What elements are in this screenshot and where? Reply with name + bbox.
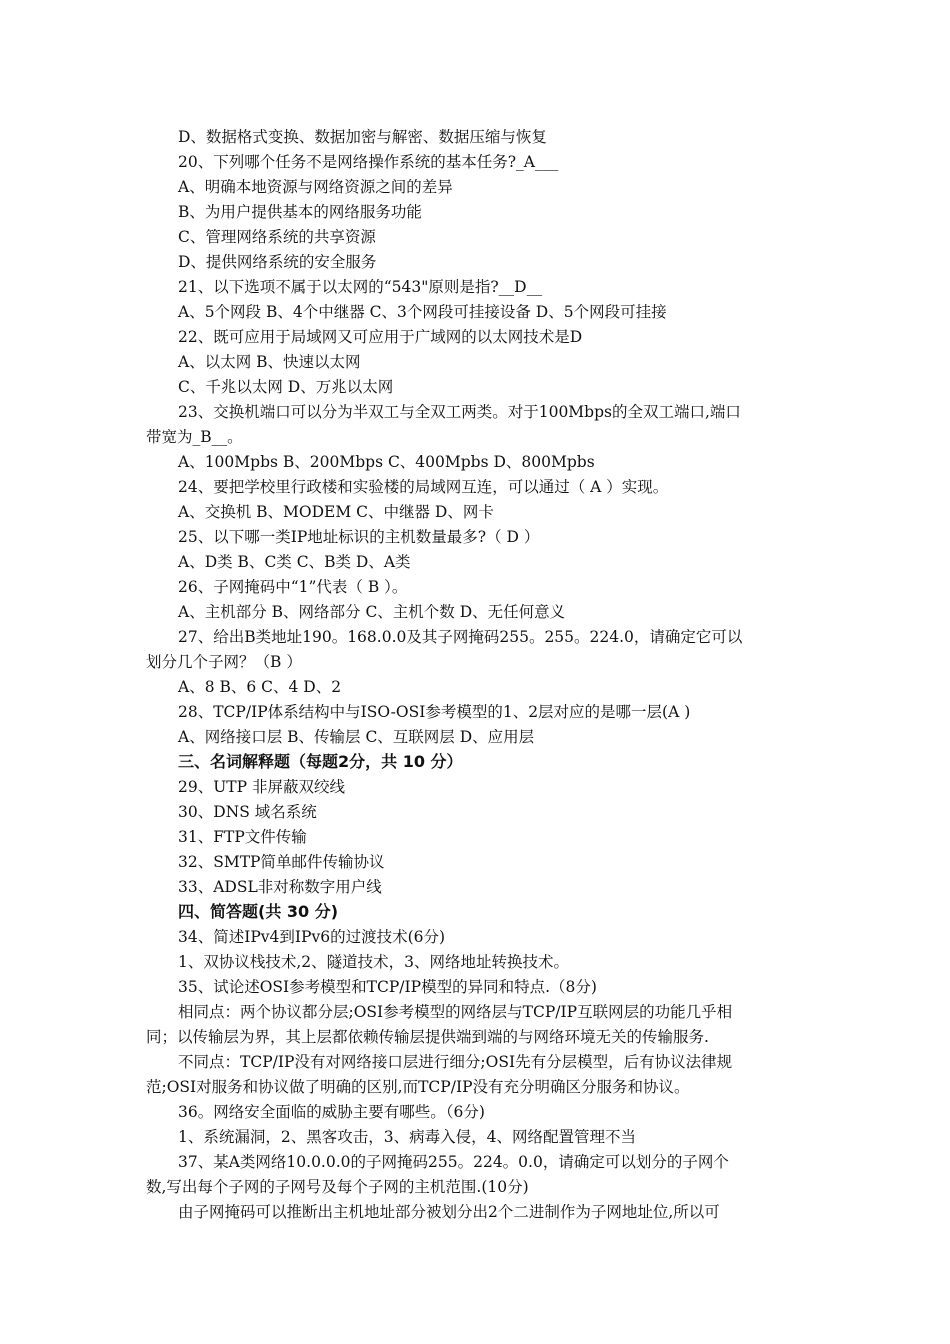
option-line: A、5个网段 B、4个中继器 C、3个网段可挂接设备 D、5个网段可挂接 — [178, 303, 667, 321]
question-28: 28、TCP/IP体系结构中与ISO-OSI参考模型的1、2层对应的是哪一层(A ) — [178, 703, 691, 721]
section-heading-terms: 三、名词解释题（每题2分，共 10 分） — [178, 752, 463, 771]
question-24: 24、要把学校里行政楼和实验楼的局域网互连，可以通过（ A ）实现。 — [178, 478, 669, 496]
term-line: 31、FTP文件传输 — [178, 828, 307, 846]
option-line: B、为用户提供基本的网络服务功能 — [178, 203, 422, 221]
answer-line: 由子网掩码可以推断出主机地址部分被划分出2个二进制作为子网地址位,所以可 — [178, 1203, 720, 1221]
answer-line-continued: 范;OSI对服务和协议做了明确的区别,而TCP/IP没有充分明确区分服务和协议。 — [146, 1078, 690, 1096]
option-line: A、以太网 B、快速以太网 — [178, 353, 361, 371]
option-line: A、100Mpbs B、200Mbps C、400Mpbs D、800Mpbs — [178, 453, 595, 471]
option-line: C、千兆以太网 D、万兆以太网 — [178, 378, 394, 396]
answer-line: 相同点：两个协议都分层;OSI参考模型的网络层与TCP/IP互联网层的功能几乎相 — [178, 1003, 733, 1021]
answer-line: 不同点：TCP/IP没有对网络接口层进行细分;OSI先有分层模型，后有协议法律规 — [178, 1053, 733, 1071]
answer-line: 1、双协议栈技术,2、隧道技术，3、网络地址转换技术。 — [178, 953, 570, 971]
question-20: 20、下列哪个任务不是网络操作系统的基本任务?_A___ — [178, 153, 559, 171]
question-37-continued: 数,写出每个子网的子网号及每个子网的主机范围.(10分) — [146, 1178, 529, 1196]
question-23: 23、交换机端口可以分为半双工与全双工两类。对于100Mbps的全双工端口,端口 — [178, 403, 741, 421]
question-37: 37、某A类网络10.0.0.0的子网掩码255。224。0.0，请确定可以划分的子网个 — [178, 1153, 729, 1171]
option-line: A、D类 B、C类 C、B类 D、A类 — [178, 553, 411, 571]
question-25: 25、以下哪一类IP地址标识的主机数量最多?（ D ） — [178, 528, 540, 546]
question-23-continued: 带宽为_B__。 — [146, 428, 243, 446]
question-27-continued: 划分几个子网？（B ） — [146, 653, 302, 671]
question-34: 34、简述IPv4到IPv6的过渡技术(6分) — [178, 928, 446, 946]
text-line: D、数据格式变换、数据加密与解密、数据压缩与恢复 — [178, 128, 547, 146]
option-line: A、8 B、6 C、4 D、2 — [178, 678, 342, 696]
term-line: 30、DNS 域名系统 — [178, 803, 317, 821]
question-21: 21、以下选项不属于以太网的“543"原则是指?__D__ — [178, 278, 543, 296]
section-heading-short-answer: 四、简答题(共 30 分) — [178, 902, 339, 921]
option-line: C、管理网络系统的共享资源 — [178, 228, 376, 246]
question-27: 27、给出B类地址190。168.0.0及其子网掩码255。255。224.0，请确定它可以 — [178, 628, 743, 646]
term-line: 32、SMTP简单邮件传输协议 — [178, 853, 385, 871]
option-line: A、网络接口层 B、传输层 C、互联网层 D、应用层 — [178, 728, 535, 746]
option-line: D、提供网络系统的安全服务 — [178, 253, 377, 271]
option-line: A、主机部分 B、网络部分 C、主机个数 D、无任何意义 — [178, 603, 566, 621]
question-35: 35、试论述OSI参考模型和TCP/IP模型的异同和特点.（8分) — [178, 978, 597, 996]
option-line: A、明确本地资源与网络资源之间的差异 — [178, 178, 453, 196]
answer-line-continued: 同；以传输层为界，其上层都依赖传输层提供端到端的与网络环境无关的传输服务. — [146, 1028, 709, 1046]
term-line: 29、UTP 非屏蔽双绞线 — [178, 778, 345, 796]
question-26: 26、子网掩码中“1”代表（ B ）。 — [178, 578, 408, 596]
term-line: 33、ADSL非对称数字用户线 — [178, 878, 382, 896]
question-22: 22、既可应用于局域网又可应用于广域网的以太网技术是D — [178, 328, 583, 346]
answer-line: 1、系统漏洞，2、黑客攻击，3、病毒入侵，4、网络配置管理不当 — [178, 1128, 636, 1146]
question-36: 36。网络安全面临的威胁主要有哪些。（6分) — [178, 1103, 485, 1121]
option-line: A、交换机 B、MODEM C、中继器 D、网卡 — [178, 503, 494, 521]
